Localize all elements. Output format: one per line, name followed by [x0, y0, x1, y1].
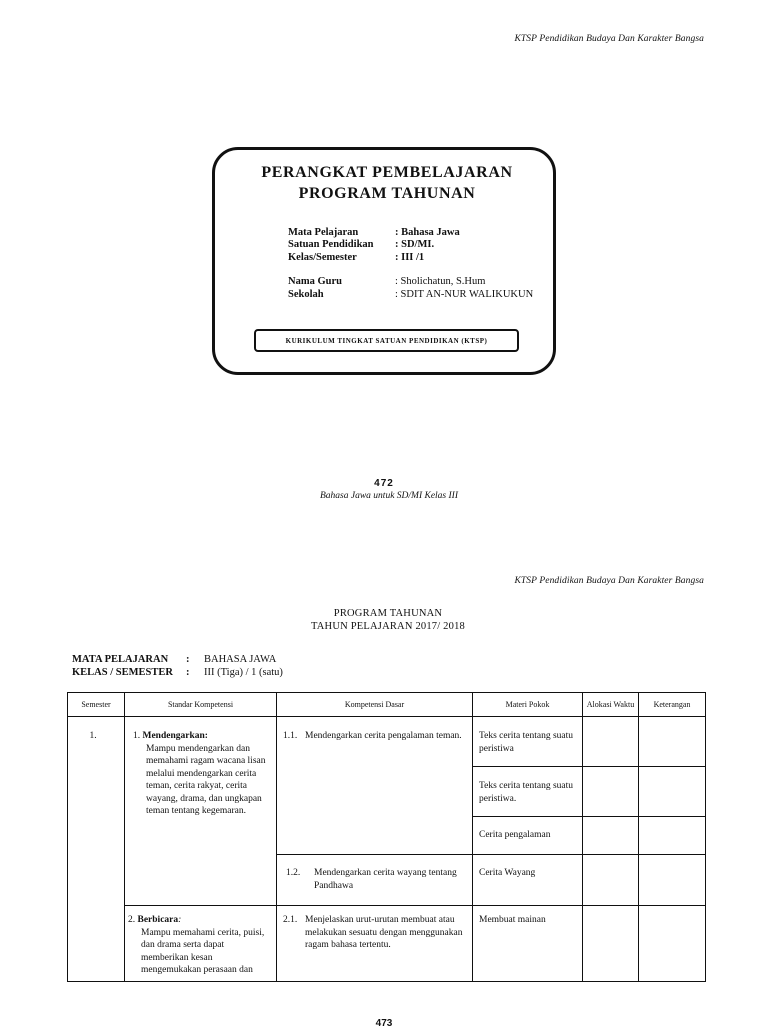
kd12-text: Mendengarkan cerita wayang tentang Pandhawa [314, 868, 457, 891]
meta-sep-class: : [186, 667, 190, 678]
sk-cell-2 [125, 906, 277, 982]
header-note-2: KTSP Pendidikan Budaya Dan Karakter Bangsa [514, 576, 704, 586]
sk-cell-1 [125, 717, 277, 906]
info-value-class: : III /1 [395, 252, 425, 263]
info-value-school: : SDIT AN-NUR WALIKUKUN [395, 289, 534, 300]
info-label-teacher: Nama Guru [288, 276, 342, 287]
col-header-kompetensi: Kompetensi Dasar [277, 693, 473, 717]
kd-cell-2-1 [277, 906, 473, 982]
kd21-num: 2.1. [283, 915, 298, 925]
keterangan-cell [639, 906, 706, 982]
table-header-row [68, 693, 706, 717]
kd-cell-1-2 [277, 855, 473, 906]
keterangan-cell [639, 717, 706, 767]
sk2-num: 2. [128, 915, 136, 925]
info-label-subject: Mata Pelajaran [288, 227, 359, 238]
doc-subheading: TAHUN PELAJARAN 2017/ 2018 [311, 621, 465, 632]
meta-value-class: III (Tiga) / 1 (satu) [204, 667, 283, 678]
info-label-unit: Satuan Pendidikan [288, 239, 374, 250]
mp-cell-5: Membuat mainan [473, 906, 583, 982]
info-value-teacher: : Sholichatun, S.Hum [395, 276, 486, 287]
ktsp-label: KURIKULUM TINGKAT SATUAN PENDIDIKAN (KTSP) [254, 329, 519, 352]
table-row [68, 717, 706, 767]
alokasi-cell [583, 855, 639, 906]
cover-title: PERANGKAT PEMBELAJARAN [261, 164, 513, 181]
col-header-keterangan: Keterangan [639, 693, 706, 717]
mp-cell-4: Cerita Wayang [473, 855, 583, 906]
info-label-school: Sekolah [288, 289, 324, 300]
alokasi-cell [583, 717, 639, 767]
table-row [68, 906, 706, 982]
info-label-class: Kelas/Semester [288, 252, 357, 263]
sk2-colon: : [178, 915, 182, 925]
col-header-standar: Standar Kompetensi [125, 693, 277, 717]
header-note: KTSP Pendidikan Budaya Dan Karakter Bangsa [514, 34, 704, 44]
col-header-alokasi: Alokasi Waktu [583, 693, 639, 717]
kd11-text: Mendengarkan cerita pengalaman teman. [305, 731, 462, 741]
page-number-2: 473 [375, 1018, 393, 1029]
sk2-body: Mampu memahami cerita, puisi, dan drama serta dapat memberikan kesan mengemukakan perasaan dan [141, 927, 265, 975]
cover-subtitle: PROGRAM TAHUNAN [298, 185, 476, 202]
sk1-num: 1. [133, 731, 141, 741]
sk1-body: Mampu mendengarkan dan memahami ragam wacana lisan melalui mendengarkan cerita teman, cerita rakyat, cerita wayang, drama, dan ungkapan teman tentang kegemaran. [146, 743, 266, 816]
meta-label-class: KELAS / SEMESTER [72, 667, 173, 678]
kd12-num: 1.2. [286, 868, 301, 878]
kd21-text: Menjelaskan urut-urutan membuat atau melakukan sesuatu dengan menggunakan ragam bahasa tertentu. [305, 915, 463, 950]
keterangan-cell [639, 855, 706, 906]
meta-sep-subject: : [186, 654, 190, 665]
mp-cell-3: Cerita pengalaman [473, 817, 583, 855]
meta-label-subject: MATA PELAJARAN [72, 654, 169, 665]
page-number: 472 [374, 478, 394, 489]
col-header-materi: Materi Pokok [473, 693, 583, 717]
kd11-num: 1.1. [283, 731, 298, 741]
footer-note: Bahasa Jawa untuk SD/MI Kelas III [320, 491, 458, 501]
sk2-title: Berbicara [137, 915, 179, 925]
alokasi-cell [583, 906, 639, 982]
meta-value-subject: BAHASA JAWA [204, 654, 277, 665]
keterangan-cell [639, 817, 706, 855]
col-header-semester: Semester [68, 693, 125, 717]
mp-cell-2: Teks cerita tentang suatu peristiwa. [473, 767, 583, 817]
semester-cell: 1. [68, 717, 125, 982]
doc-heading: PROGRAM TAHUNAN [333, 608, 443, 619]
sk1-title: Mendengarkan: [142, 731, 208, 741]
alokasi-cell [583, 767, 639, 817]
alokasi-cell [583, 817, 639, 855]
info-value-subject: : Bahasa Jawa [395, 227, 460, 238]
keterangan-cell [639, 767, 706, 817]
kd-cell-1-1 [277, 717, 473, 855]
mp-cell-1: Teks cerita tentang suatu peristiwa [473, 717, 583, 767]
info-value-unit: : SD/MI. [395, 239, 435, 250]
program-table [67, 692, 706, 982]
